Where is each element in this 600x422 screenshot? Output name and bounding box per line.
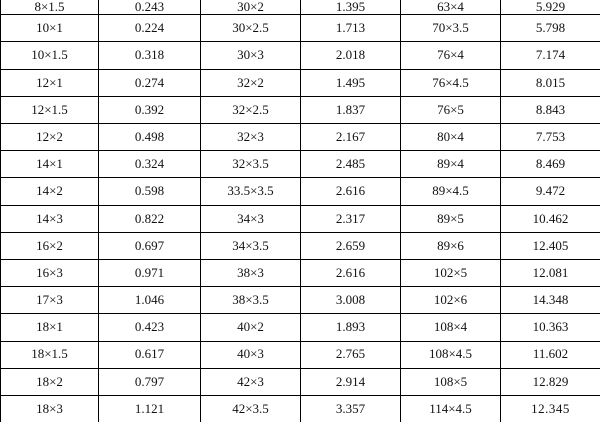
table-cell: 63×4 (401, 0, 501, 15)
table-cell: 1.495 (301, 69, 401, 96)
table-cell: 30×2 (201, 0, 301, 15)
table-cell: 2.616 (301, 178, 401, 205)
table-cell: 0.423 (99, 314, 201, 341)
table-cell: 16×2 (1, 232, 99, 259)
table-cell: 9.472 (501, 178, 600, 205)
table-cell: 12.081 (501, 259, 600, 286)
table-cell: 0.274 (99, 69, 201, 96)
table-row (1, 395, 600, 422)
table-cell: 32×2.5 (201, 96, 301, 123)
table-cell: 30×2.5 (201, 15, 301, 42)
table-cell: 0.392 (99, 96, 201, 123)
table-cell: 2.765 (301, 341, 401, 368)
table-cell: 38×3 (201, 259, 301, 286)
table-cell: 18×3 (1, 395, 99, 422)
table-cell: 10.462 (501, 205, 600, 232)
table-cell: 18×1 (1, 314, 99, 341)
table-cell: 11.602 (501, 341, 600, 368)
table-cell: 14×3 (1, 205, 99, 232)
table-cell: 42×3 (201, 368, 301, 395)
table-cell: 80×4 (401, 124, 501, 151)
table-row (1, 178, 600, 205)
table-cell: 108×4.5 (401, 341, 501, 368)
table-row (1, 368, 600, 395)
table-cell: 14×1 (1, 151, 99, 178)
table-cell: 17×3 (1, 287, 99, 314)
table-cell: 0.224 (99, 15, 201, 42)
table-cell: 0.822 (99, 205, 201, 232)
table-cell: 12.405 (501, 232, 600, 259)
table-cell: 76×4 (401, 42, 501, 69)
table-row (1, 341, 600, 368)
table-row (1, 69, 600, 96)
table-cell: 8×1.5 (1, 0, 99, 15)
table-cell: 108×5 (401, 368, 501, 395)
table-cell: 0.243 (99, 0, 201, 15)
table-row (1, 259, 600, 286)
table-cell: 1.395 (301, 0, 401, 15)
table-cell: 2.018 (301, 42, 401, 69)
table-row (1, 96, 600, 123)
table-cell: 14.348 (501, 287, 600, 314)
table-cell: 32×2 (201, 69, 301, 96)
table-row (1, 232, 600, 259)
table-cell: 8.843 (501, 96, 600, 123)
table-cell: 14×2 (1, 178, 99, 205)
table-cell: 1.713 (301, 15, 401, 42)
table-row (1, 0, 600, 15)
table-cell: 1.121 (99, 395, 201, 422)
table-row (1, 42, 600, 69)
table-cell: 10×1.5 (1, 42, 99, 69)
table-cell: 3.008 (301, 287, 401, 314)
table-cell: 2.167 (301, 124, 401, 151)
table-cell: 12×1.5 (1, 96, 99, 123)
table-cell: 0.797 (99, 368, 201, 395)
table-cell: 102×6 (401, 287, 501, 314)
table-cell: 1.893 (301, 314, 401, 341)
table-cell: 89×5 (401, 205, 501, 232)
table-cell: 12×1 (1, 69, 99, 96)
table-row (1, 151, 600, 178)
table-cell: 16×3 (1, 259, 99, 286)
table-cell: 40×3 (201, 341, 301, 368)
table-cell: 7.174 (501, 42, 600, 69)
table-cell: 70×3.5 (401, 15, 501, 42)
table-cell: 2.616 (301, 259, 401, 286)
table-cell: 89×6 (401, 232, 501, 259)
table-row (1, 124, 600, 151)
table-cell: 7.753 (501, 124, 600, 151)
table-body (1, 0, 600, 422)
table-cell: 5.929 (501, 0, 600, 15)
table-cell: 18×1.5 (1, 341, 99, 368)
table-cell: 12×2 (1, 124, 99, 151)
table-cell: 10.363 (501, 314, 600, 341)
table-cell: 76×4.5 (401, 69, 501, 96)
table-cell: 1.837 (301, 96, 401, 123)
table-cell: 0.318 (99, 42, 201, 69)
watermark-cell: 12.345 (501, 395, 600, 422)
table-cell: 108×4 (401, 314, 501, 341)
table-cell: 0.617 (99, 341, 201, 368)
table-cell: 1.046 (99, 287, 201, 314)
table-row (1, 314, 600, 341)
table-cell: 0.971 (99, 259, 201, 286)
table-cell: 114×4.5 (401, 395, 501, 422)
table-cell: 34×3 (201, 205, 301, 232)
table-cell: 8.469 (501, 151, 600, 178)
table-cell: 42×3.5 (201, 395, 301, 422)
table-cell: 38×3.5 (201, 287, 301, 314)
table-cell: 40×2 (201, 314, 301, 341)
table-cell: 2.659 (301, 232, 401, 259)
table-cell: 30×3 (201, 42, 301, 69)
table-cell: 0.697 (99, 232, 201, 259)
table-cell: 3.357 (301, 395, 401, 422)
table-cell: 18×2 (1, 368, 99, 395)
table-cell: 8.015 (501, 69, 600, 96)
table-cell: 10×1 (1, 15, 99, 42)
table-row (1, 205, 600, 232)
table-cell: 33.5×3.5 (201, 178, 301, 205)
table-cell: 32×3.5 (201, 151, 301, 178)
table-cell: 12.829 (501, 368, 600, 395)
table-cell: 89×4 (401, 151, 501, 178)
table-cell: 2.485 (301, 151, 401, 178)
table-cell: 102×5 (401, 259, 501, 286)
table-row (1, 15, 600, 42)
table-cell: 89×4.5 (401, 178, 501, 205)
table-row (1, 287, 600, 314)
table-cell: 0.498 (99, 124, 201, 151)
table-cell: 0.324 (99, 151, 201, 178)
table-cell: 5.798 (501, 15, 600, 42)
table-cell: 34×3.5 (201, 232, 301, 259)
table-cell: 2.317 (301, 205, 401, 232)
table-cell: 76×5 (401, 96, 501, 123)
table-cell: 2.914 (301, 368, 401, 395)
table-cell: 32×3 (201, 124, 301, 151)
table-cell: 0.598 (99, 178, 201, 205)
